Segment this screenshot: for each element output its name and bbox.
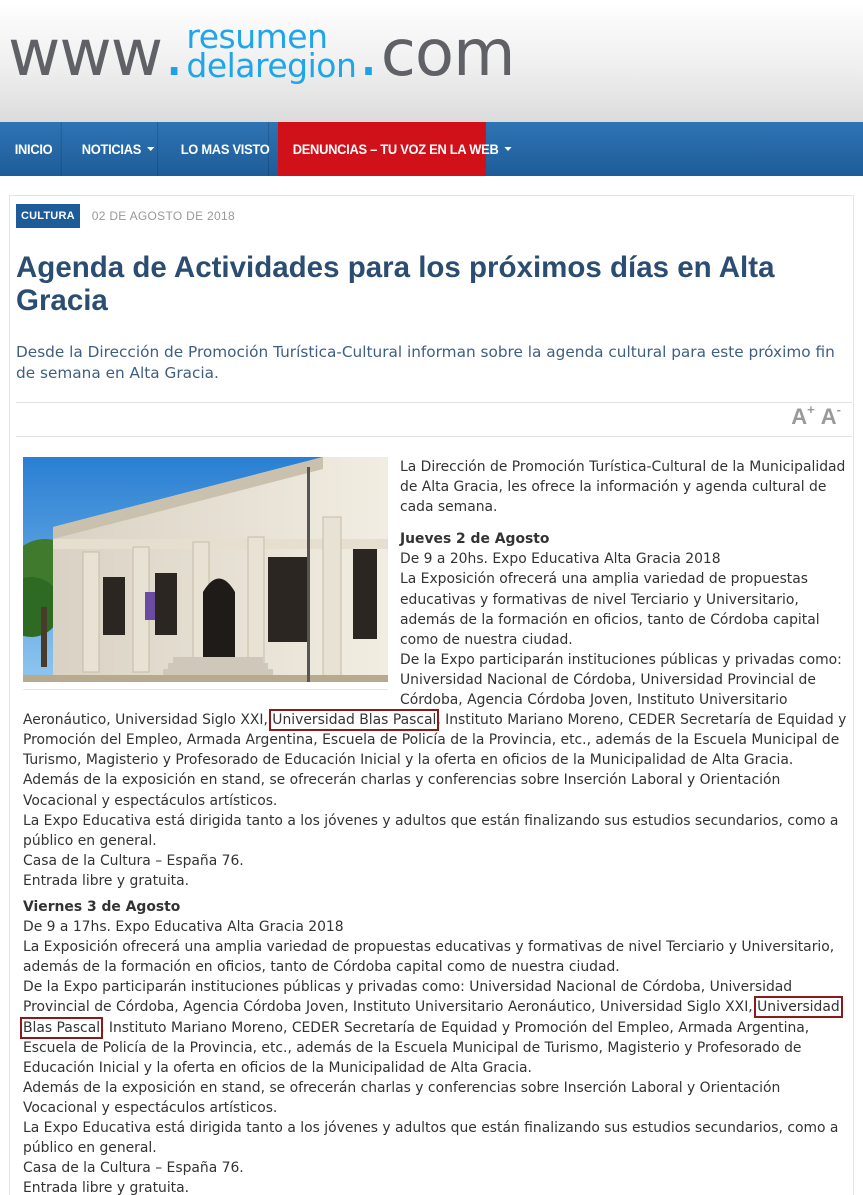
category-badge[interactable]: CULTURA	[16, 204, 80, 228]
highlighted-institution: Universidad Blas Pascal	[23, 999, 840, 1036]
nav-label: LO MAS VISTO	[180, 141, 270, 157]
logo-www: www	[8, 17, 163, 91]
nav-item-denuncias[interactable]	[278, 122, 499, 176]
font-increase-sign: +	[807, 402, 815, 417]
font-increase-button[interactable]	[791, 404, 814, 430]
divider	[16, 402, 852, 403]
chevron-down-icon	[147, 147, 154, 151]
day1-offer: La Exposición ofrecerá una amplia variedad de propuestas educativas y formativas de nivel Terciario y Universitario, además de la formación en oficios, tanto de Córdoba capital como de nuestra ciudad.	[400, 571, 820, 648]
article-date: 02 DE AGOSTO DE 2018	[91, 209, 235, 223]
day1-talks: Además de la exposición en stand, se ofrecerán charlas y conferencias sobre Inserción Laboral y Orientación Vocacional y espectáculos artísticos.	[23, 772, 781, 809]
article-lead: Desde la Dirección de Promoción Turística-Cultural informan sobre la agenda cultural para este próximo fin de semana en Alta Gracia.	[16, 343, 835, 382]
site-header	[0, 0, 863, 122]
logo-dot: .	[164, 17, 185, 91]
nav-item-inicio[interactable]	[0, 122, 62, 176]
day2-schedule: De 9 a 17hs. Expo Educativa Alta Gracia 2018	[23, 919, 344, 936]
article-body	[23, 457, 851, 1195]
font-decrease-button[interactable]	[821, 404, 841, 430]
day1-heading: Jueves 2 de Agosto	[400, 531, 550, 548]
nav-label: INICIO	[14, 141, 53, 157]
logo-dot-2: .	[358, 17, 379, 91]
day2-participants: De la Expo participarán instituciones públicas y privadas como: Universidad Nacional de Córdoba, Universidad Provincial de Córdoba, Agencia Córdoba Joven, Instituto Universitario Aeronáutico, Universidad Siglo XXI, Universidad Blas Pascal, Instituto Mariano Moreno, CEDER Secretaría de Equidad y Promoción del Empleo, Armada Argentina, Escuela de Policía de la Provincia, etc., además de la Escuela Municipal de Turismo, Magisterio y Profesorado de Educación Inicial y la oferta en oficios de la Municipalidad de Alta Gracia.	[23, 979, 840, 1076]
logo-line-2: delaregion	[186, 46, 357, 85]
day2-entry: Entrada libre y gratuita.	[23, 1180, 190, 1195]
logo-com: com	[380, 17, 515, 91]
day1-schedule: De 9 a 20hs. Expo Educativa Alta Gracia 2018	[400, 551, 721, 568]
divider	[16, 436, 852, 437]
day2-venue: Casa de la Cultura – España 76.	[23, 1160, 244, 1177]
font-decrease-sign: -	[836, 402, 841, 417]
day2-heading: Viernes 3 de Agosto	[23, 898, 181, 915]
chevron-down-icon	[504, 147, 511, 151]
font-size-controls	[791, 404, 841, 430]
nav-item-lo-mas-visto[interactable]	[166, 122, 269, 176]
day2-offer: La Exposición ofrecerá una amplia variedad de propuestas educativas y formativas de nivel Terciario y Universitario, además de la formación en oficios, tanto de Córdoba capital como de nuestra ciudad.	[23, 939, 835, 976]
font-decrease-label: A	[820, 404, 837, 429]
day2-talks: Además de la exposición en stand, se ofrecerán charlas y conferencias sobre Inserción Laboral y Orientación Vocacional y espectáculos artísticos.	[23, 1079, 781, 1116]
font-increase-label: A	[791, 404, 808, 429]
day1-entry: Entrada libre y gratuita.	[23, 872, 190, 889]
nav-label: NOTICIAS	[81, 141, 142, 157]
article-intro: La Dirección de Promoción Turística-Cultural de la Municipalidad de Alta Gracia, les ofrece la información y agenda cultural de cada semana.	[400, 459, 846, 516]
day1-venue: Casa de la Cultura – España 76.	[23, 852, 244, 869]
day1-participants: De la Expo participarán instituciones públicas y privadas como: Universidad Nacional de Córdoba, Universidad Provincial de Córdoba, Agencia Córdoba Joven, Instituto Universitario Aeronáutico, Universidad Siglo XXI, Universidad Blas Pascal, Instituto Mariano Moreno, CEDER Secretaría de Equidad y Promoción del Empleo, Armada Argentina, Escuela de Policía de la Provincia, etc., además de la Escuela Municipal de Turismo, Magisterio y Profesorado de Educación Inicial y la oferta en oficios de la Municipalidad de Alta Gracia.	[23, 651, 847, 769]
day2-audience: La Expo Educativa está dirigida tanto a los jóvenes y adultos que están finalizando sus estudios secundarios, como a público en general.	[23, 1120, 839, 1157]
main-nav	[0, 122, 863, 176]
nav-item-noticias[interactable]	[67, 122, 158, 176]
day1-audience: La Expo Educativa está dirigida tanto a los jóvenes y adultos que están finalizando sus estudios secundarios, como a público en general.	[23, 812, 839, 849]
nav-label: DENUNCIAS – TU VOZ EN LA WEB	[292, 141, 499, 157]
logo-wordmark	[186, 16, 357, 85]
site-logo[interactable]	[8, 14, 514, 94]
article-meta	[16, 204, 235, 228]
article-title: Agenda de Actividades para los próximos días en Alta Gracia	[16, 251, 775, 317]
logo-line-1: resumen	[186, 16, 328, 56]
highlighted-institution: Universidad Blas Pascal	[272, 712, 437, 729]
